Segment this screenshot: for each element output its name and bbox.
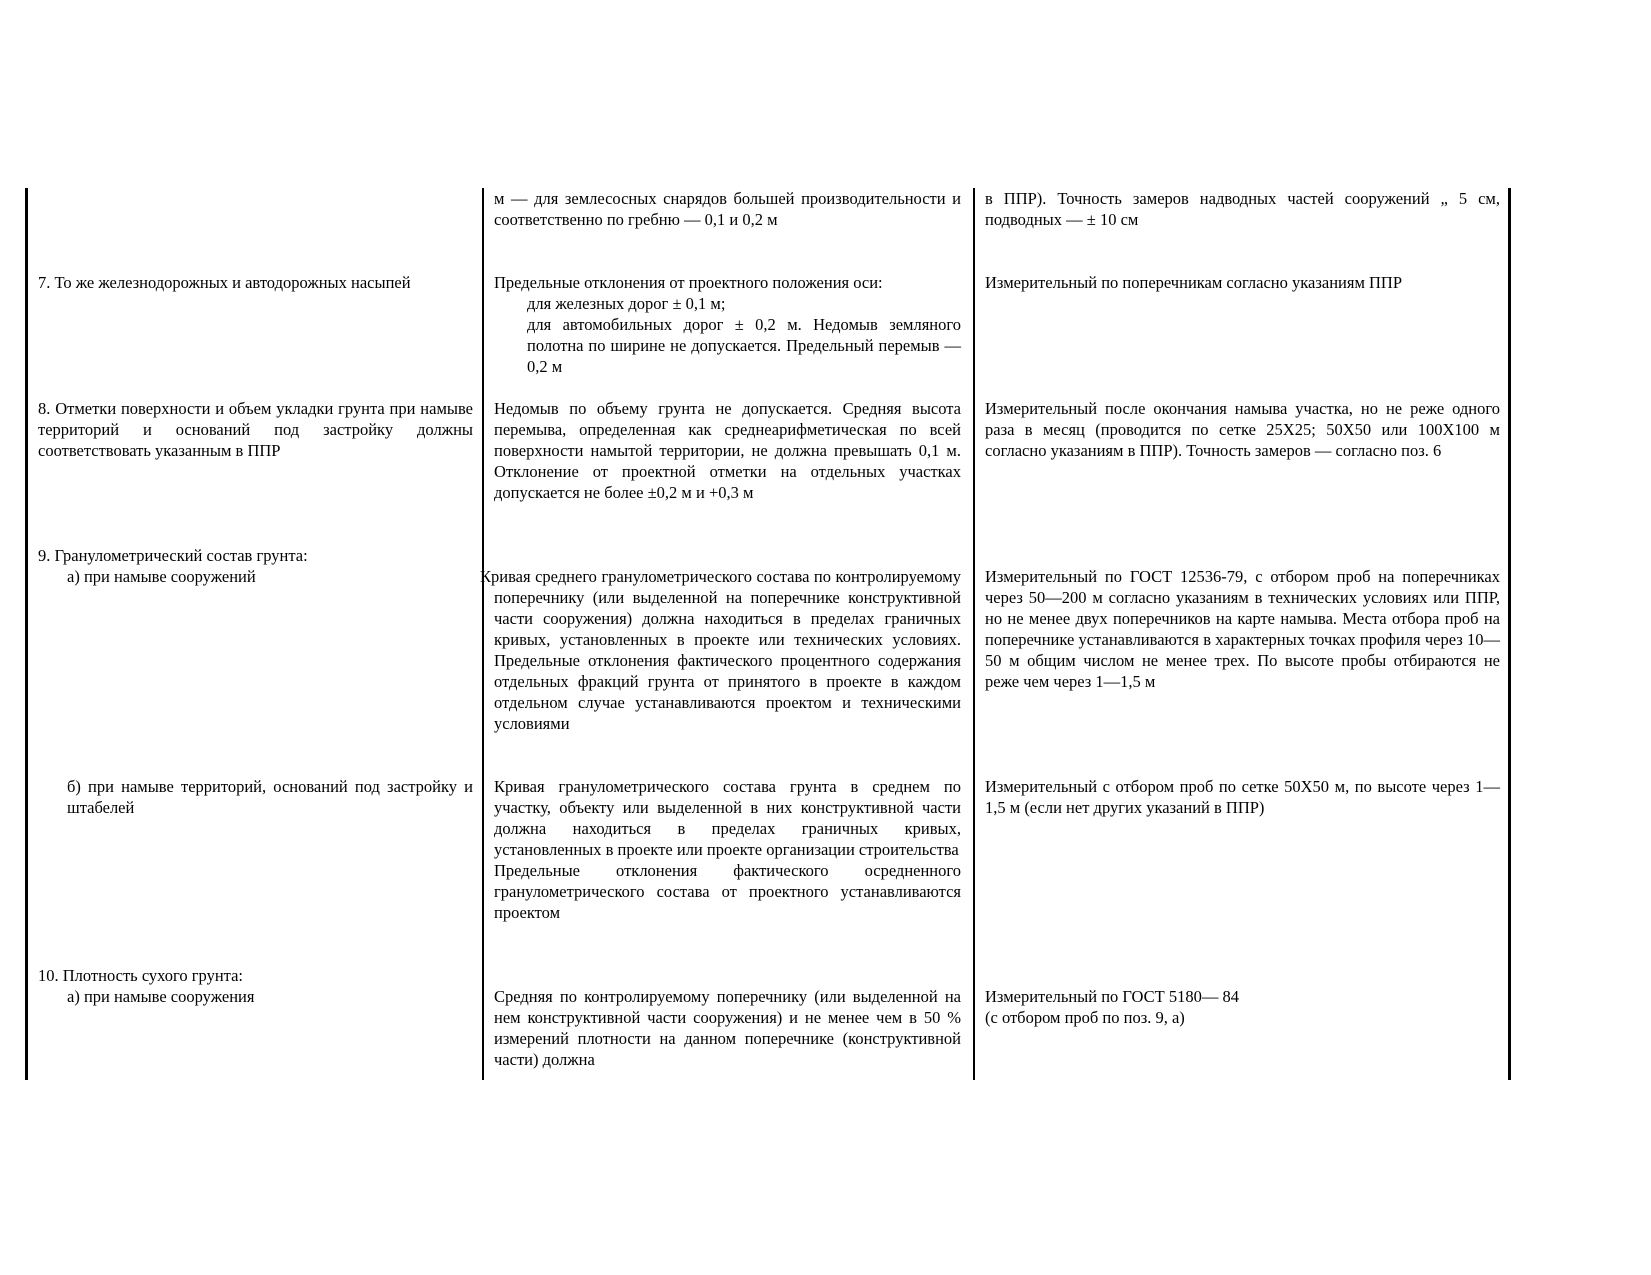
table-border-right [1508, 188, 1511, 1080]
row-1-requirement [494, 188, 961, 230]
column-divider-2 [973, 188, 975, 1080]
row-10-parameter-heading: 10. Плотность сухого грунта: [38, 966, 243, 985]
row-10a-control-sampling: (с отбором проб по поз. 9, а) [985, 1008, 1185, 1027]
row-9a-parameter: а) при намыве сооружений [67, 567, 256, 586]
row-9b-control-text: Измерительный с отбором проб по сетке 50Х50 м, по высоте через 1—1,5 м (если нет других указаний в ППР) [985, 777, 1500, 817]
row-8-control-text: Измерительный после окончания намыва участка, но не реже одного раза в месяц (проводится по сетке 25Х25; 50Х50 или 100Х100 м согласно указаниям в ППР). Точность замеров — согласно поз. 6 [985, 399, 1500, 460]
row-7-requirement-intro: Предельные отклонения от проектного положения оси: [494, 273, 883, 292]
row-9a-control [985, 566, 1500, 692]
row-10a-requirement-text: Средняя по контролируемому поперечнику (или выделенной на нем конструктивной части сооружения) и не менее чем в 50 % измерений плотности на данном поперечнике (конструктивной части) должна [494, 987, 961, 1069]
column-divider-1 [482, 188, 484, 1080]
row-9-parameter-heading: 9. Гранулометрический состав грунта: [38, 546, 308, 565]
row-1-requirement-text: м — для землесосных снарядов большей производительности и соответственно по гребню — 0,1 и 0,2 м [494, 189, 961, 229]
row-7-parameter-text: 7. То же железнодорожных и автодорожных насыпей [38, 273, 411, 292]
row-8-control [985, 398, 1500, 461]
row-10a-requirement [494, 986, 961, 1070]
row-10-parameter [38, 965, 473, 1007]
table-border-left [25, 188, 28, 1080]
row-7-requirement-road: для автомобильных дорог ± 0,2 м. Недомыв земляного полотна по ширине не допускается. Предельный перемыв — 0,2 м [527, 315, 961, 376]
row-1-control-text: в ППР). Точность замеров надводных частей сооружений „ 5 см, подводных — ± 10 см [985, 189, 1500, 229]
row-9b-control [985, 776, 1500, 818]
row-10a-parameter: а) при намыве сооружения [67, 987, 255, 1006]
row-9a-requirement [480, 566, 961, 734]
row-9b-requirement-deviation: Предельные отклонения фактического осредненного гранулометрического состава от проектного устанавливаются проектом [494, 861, 961, 922]
row-9a-requirement-text: Кривая среднего гранулометрического состава по контролируемому поперечнику (или выделенной на поперечнике конструктивной части сооружения) должна находиться в пределах граничных кривых, установленных в проекте или технических условиях. Предельные отклонения фактического процентного содержания отдельных фракций грунта от принятого в проекте в каждом отдельном случае устанавливаются проектом и техническими условиями [480, 567, 961, 733]
row-8-parameter-text: 8. Отметки поверхности и объем укладки грунта при намыве территорий и оснований под застройку должны соответствовать указанным в ППР [38, 399, 473, 460]
row-8-requirement-text: Недомыв по объему грунта не допускается. Средняя высота перемыва, определенная как среднеарифметическая по всей поверхности намытой территории, не должна превышать 0,1 м. Отклонение от проектной отметки на отдельных участках допускается не более ±0,2 м и +0,3 м [494, 399, 961, 502]
row-9a-control-text: Измерительный по ГОСТ 12536-79, с отбором проб на поперечниках через 50—200 м согласно указаниям в технических условиях или ППР, но не менее двух поперечников на карте намыва. Места отбора проб на поперечнике устанавливаются в характерных точках профиля через 10—50 м общим числом не менее трех. По высоте пробы отбираются не реже чем через 1—1,5 м [985, 567, 1500, 691]
row-7-requirement-rail: для железных дорог ± 0,1 м; [527, 294, 726, 313]
row-9b-parameter-text: б) при намыве территорий, оснований под застройку и штабелей [67, 777, 473, 817]
row-1-control [985, 188, 1500, 230]
row-8-requirement [494, 398, 961, 503]
row-7-requirement [494, 272, 961, 377]
row-9-parameter [38, 545, 473, 587]
row-7-parameter [38, 272, 473, 293]
row-10a-control-method: Измерительный по ГОСТ 5180— 84 [985, 987, 1239, 1006]
row-9b-requirement [494, 776, 961, 923]
row-9b-requirement-text: Кривая гранулометрического состава грунта в среднем по участку, объекту или выделенной в них конструктивной части должна находиться в пределах граничных кривых, установленных в проекте или проекте организации строительства [494, 777, 961, 859]
row-8-parameter [38, 398, 473, 461]
row-9b-parameter [38, 776, 473, 818]
row-7-control-text: Измерительный по поперечникам согласно указаниям ППР [985, 273, 1403, 292]
row-10a-control [985, 986, 1500, 1028]
row-7-control [985, 272, 1500, 293]
